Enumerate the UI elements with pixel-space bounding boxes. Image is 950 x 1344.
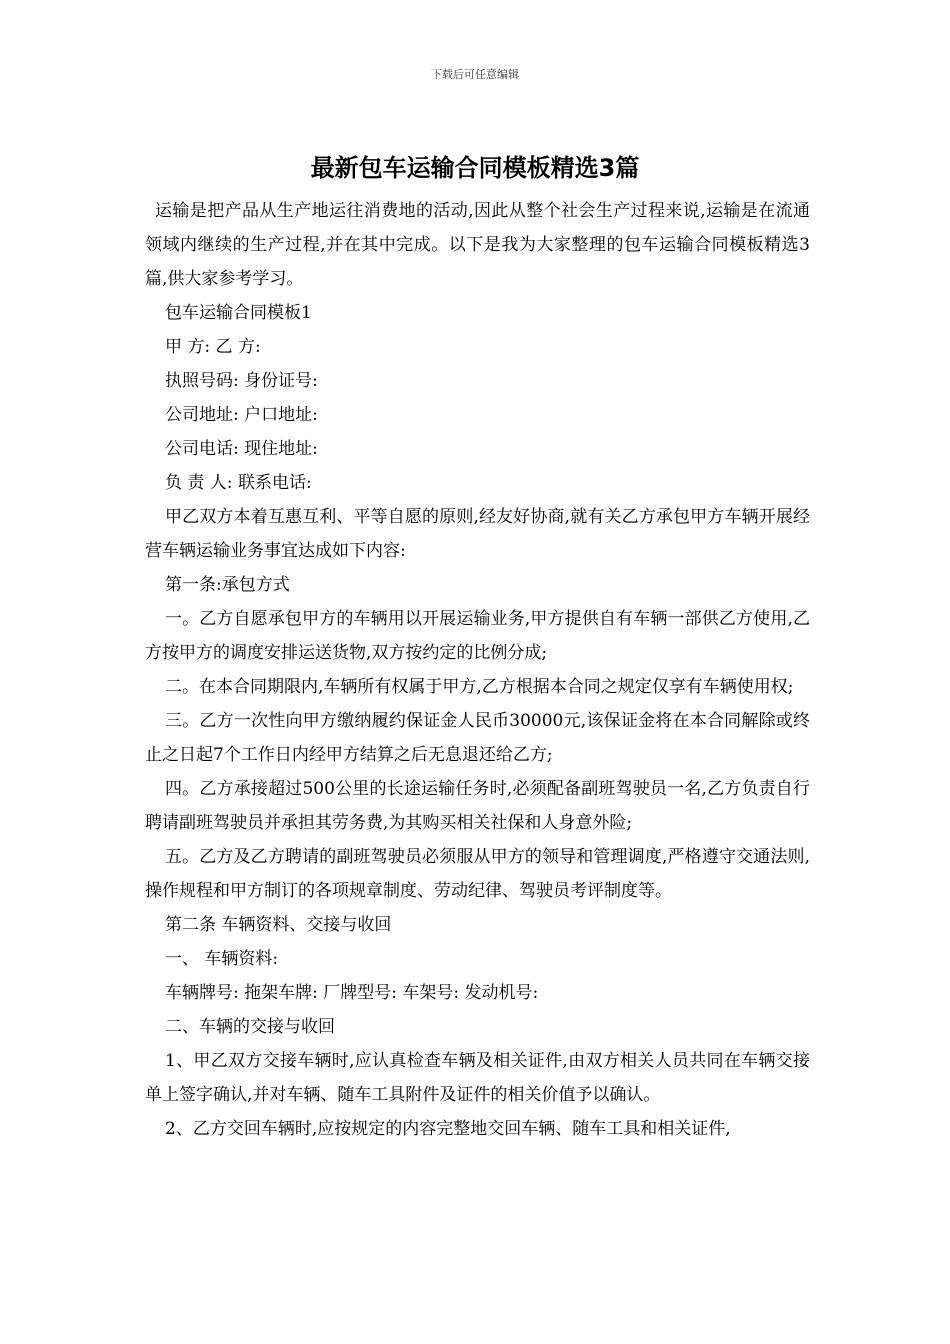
document-body bbox=[145, 194, 810, 1146]
paragraph-template-heading: 包车运输合同模板1 bbox=[165, 303, 312, 323]
paragraph-phone: 公司电话: 现住地址: bbox=[165, 439, 318, 459]
paragraph-clause-1: 一。乙方自愿承包甲方的车辆用以开展运输业务,甲方提供自有车辆一部供乙方使用,乙方按甲方的调度安排运送货物,双方按约定的比例分成; bbox=[145, 609, 810, 663]
paragraph-article-2-heading: 第二条 车辆资料、交接与收回 bbox=[165, 915, 392, 935]
paragraph-license: 执照号码: 身份证号: bbox=[165, 371, 318, 391]
paragraph-clause-4: 四。乙方承接超过500公里的长途运输任务时,必须配备副班驾驶员一名,乙方负责自行聘请副班驾驶员并承担其劳务费,为其购买相关社保和人身意外险; bbox=[145, 779, 810, 833]
header-note: 下载后可任意编辑 bbox=[431, 68, 519, 81]
paragraph-party: 甲 方: 乙 方: bbox=[165, 337, 261, 357]
paragraph-intro: 运输是把产品从生产地运往消费地的活动,因此从整个社会生产过程来说,运输是在流通领域内继续的生产过程,并在其中完成。以下是我为大家整理的包车运输合同模板精选3篇,供大家参考学习。 bbox=[145, 201, 810, 289]
paragraph-vehicle-info-heading: 一、 车辆资料: bbox=[165, 949, 279, 969]
document-title: 最新包车运输合同模板精选3篇 bbox=[310, 154, 640, 182]
paragraph-vehicle-fields: 车辆牌号: 拖架车牌: 厂牌型号: 车架号: 发动机号: bbox=[165, 983, 539, 1003]
paragraph-handover-1: 1、甲乙双方交接车辆时,应认真检查车辆及相关证件,由双方相关人员共同在车辆交接单上签字确认,并对车辆、随车工具附件及证件的相关价值予以确认。 bbox=[145, 1051, 810, 1105]
paragraph-article-1-heading: 第一条:承包方式 bbox=[165, 575, 290, 595]
paragraph-address: 公司地址: 户口地址: bbox=[165, 405, 318, 425]
paragraph-preamble: 甲乙双方本着互惠互利、平等自愿的原则,经友好协商,就有关乙方承包甲方车辆开展经营车辆运输业务事宜达成如下内容: bbox=[145, 507, 810, 561]
paragraph-clause-5: 五。乙方及乙方聘请的副班驾驶员必须服从甲方的领导和管理调度,严格遵守交通法则,操作规程和甲方制订的各项规章制度、劳动纪律、驾驶员考评制度等。 bbox=[145, 847, 810, 901]
paragraph-handover-heading: 二、车辆的交接与收回 bbox=[165, 1017, 335, 1037]
paragraph-clause-3: 三。乙方一次性向甲方缴纳履约保证金人民币30000元,该保证金将在本合同解除或终止之日起7个工作日内经甲方结算之后无息退还给乙方; bbox=[145, 711, 810, 765]
paragraph-clause-2: 二。在本合同期限内,车辆所有权属于甲方,乙方根据本合同之规定仅享有车辆使用权; bbox=[165, 677, 794, 697]
paragraph-handover-2: 2、乙方交回车辆时,应按规定的内容完整地交回车辆、随车工具和相关证件, bbox=[165, 1119, 731, 1139]
paragraph-contact: 负 责 人: 联系电话: bbox=[165, 473, 312, 493]
